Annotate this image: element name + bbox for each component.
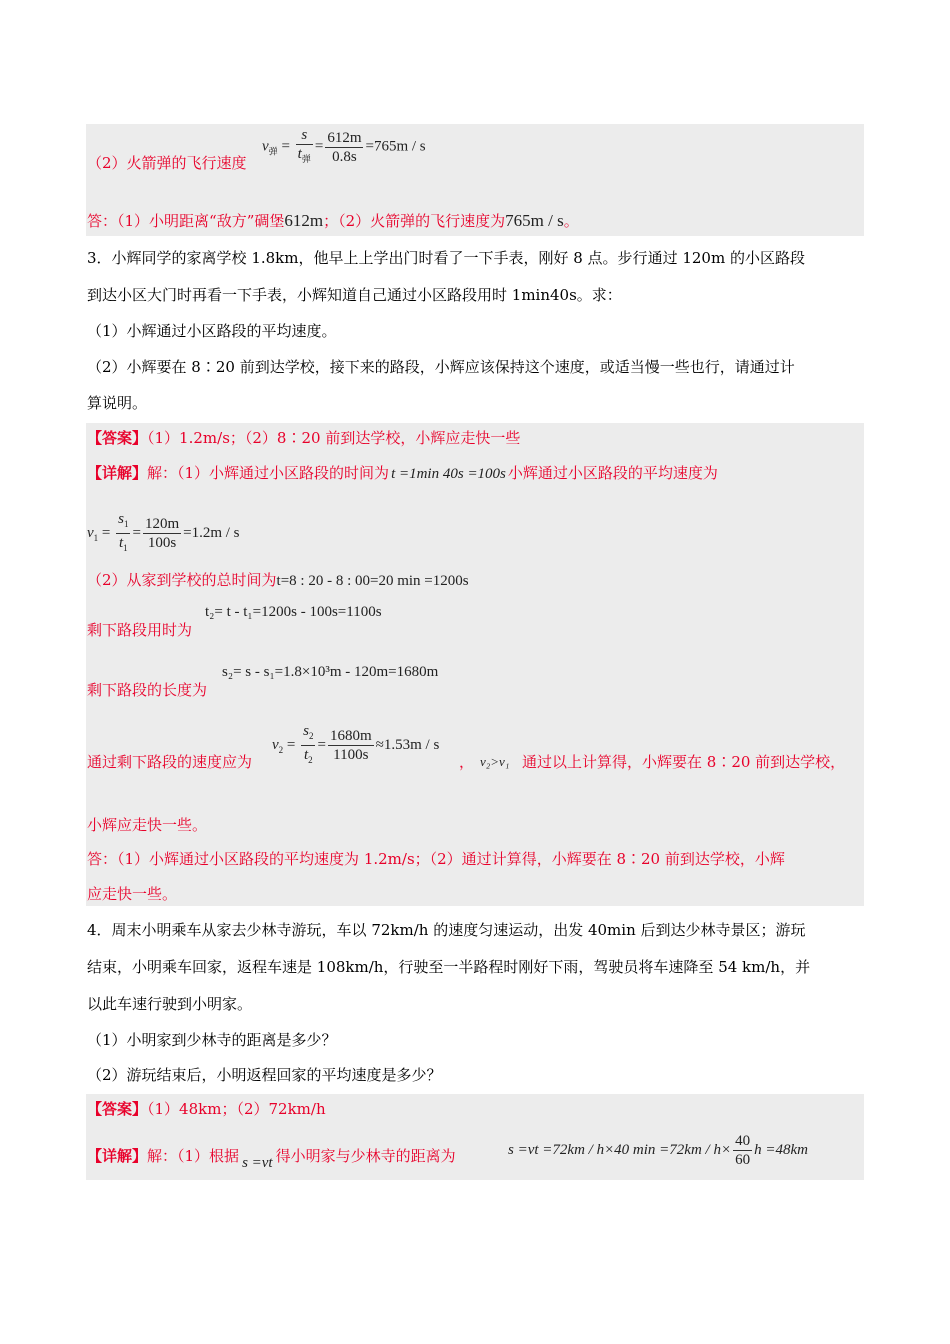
distance-formula: s =vt =72km / h×40 min =72km / h× $\frac{40}{60}$ h =48km [508,1133,808,1168]
remain-length-formula: s₂= s - s₁=1.8×10³m - 120m=1680m [222,664,439,680]
q3-sub-question-1: （1）小辉通过小区路段的平均速度。 [87,322,337,340]
q3-final-line-1: 答：（1）小辉通过小区路段的平均速度为 1.2m/s；（2）通过计算得，小辉要在 8∶20 前到达学校，小辉 [87,850,785,868]
q3-remain-length-label: 剩下路段的长度为 [87,681,208,699]
v2-formula: $v_2$ = $\frac{s_2}{t_2}$ = $\frac{1680m}{1100s}$ ≈1.53m / s [272,723,440,765]
answer-tag: 【答案】 [87,429,148,447]
v1-formula: $v_1$ = $\frac{s_1}{t_1}$ = $\frac{120m}{100s}$ =1.2m / s [87,511,240,553]
q3-answer: 【答案】（1）1.2m/s；（2）8∶20 前到达学校，小辉应走快一些 [87,429,521,447]
q4-detail: 【详解】解：（1）根据 s =vt 得小明家与少林寺的距离为 [87,1147,456,1171]
detail-tag: 【详解】 [87,1147,148,1165]
q3-speed-line: 通过剩下路段的速度应为 ， v₂>v₁ 通过以上计算得，小辉要在 8∶20 前到达学校， [87,753,846,771]
rocket-speed-formula: $v_弹$ = $\frac{s}{t_弹}$ = $\frac{612m}{0.8s}$ =765m / s [262,127,426,165]
q3-sub-question-2-line-2: 算说明。 [87,394,148,412]
q3-remain-time-label: 剩下路段用时为 [87,621,193,639]
answer-tag: 【答案】 [87,1100,148,1118]
q3-stem-line-1: 3．小辉同学的家离学校 1.8km，他早上上学出门时看了一下手表，刚好 8 点。步行通过 120m 的小区路段 [87,249,805,267]
q4-stem-line-1: 4．周末小明乘车从家去少林寺游玩，车以 72km/h 的速度匀速运动，出发 40min 后到达少林寺景区；游玩 [87,921,806,939]
q4-stem-line-3: 以此车速行驶到小明家。 [87,995,253,1013]
q3-total-time: （2）从家到学校的总时间为t=8 : 20 - 8 : 00=20 min =1200s [87,571,469,589]
q3-conclusion-2: 小辉应走快一些。 [87,816,208,834]
q3-detail-intro: 【详解】解：（1）小辉通过小区路段的时间为 t =1min 40s =100s 小辉通过小区路段的平均速度为 [87,464,718,482]
rocket-speed-label: （2）火箭弹的飞行速度 [87,154,247,172]
q4-stem-line-2: 结束，小明乘车回家，返程车速是 108km/h，行驶至一半路程时刚好下雨，驾驶员将车速降至 54 km/h，并 [87,958,811,976]
remain-time-formula: t₂= t - t₁=1200s - 100s=1100s [205,604,382,620]
q4-sub-question-2: （2）游玩结束后，小明返程回家的平均速度是多少？ [87,1066,442,1084]
q3-final-line-2: 应走快一些。 [87,885,178,903]
detail-tag: 【详解】 [87,464,148,482]
q4-answer: 【答案】（1）48km；（2）72km/h [87,1100,326,1118]
q3-sub-question-2-line-1: （2）小辉要在 8∶20 前到达学校，接下来的路段，小辉应该保持这个速度，或适当慢一些也行，请通过计 [87,358,795,376]
prev-answer-line: 答：（1）小明距离“敌方”碉堡612m；（2）火箭弹的飞行速度为765m / s。 [87,211,579,230]
q3-stem-line-2: 到达小区大门时再看一下手表，小辉知道自己通过小区路段用时 1min40s。求： [87,286,622,304]
q4-sub-question-1: （1）小明家到少林寺的距离是多少？ [87,1031,337,1049]
